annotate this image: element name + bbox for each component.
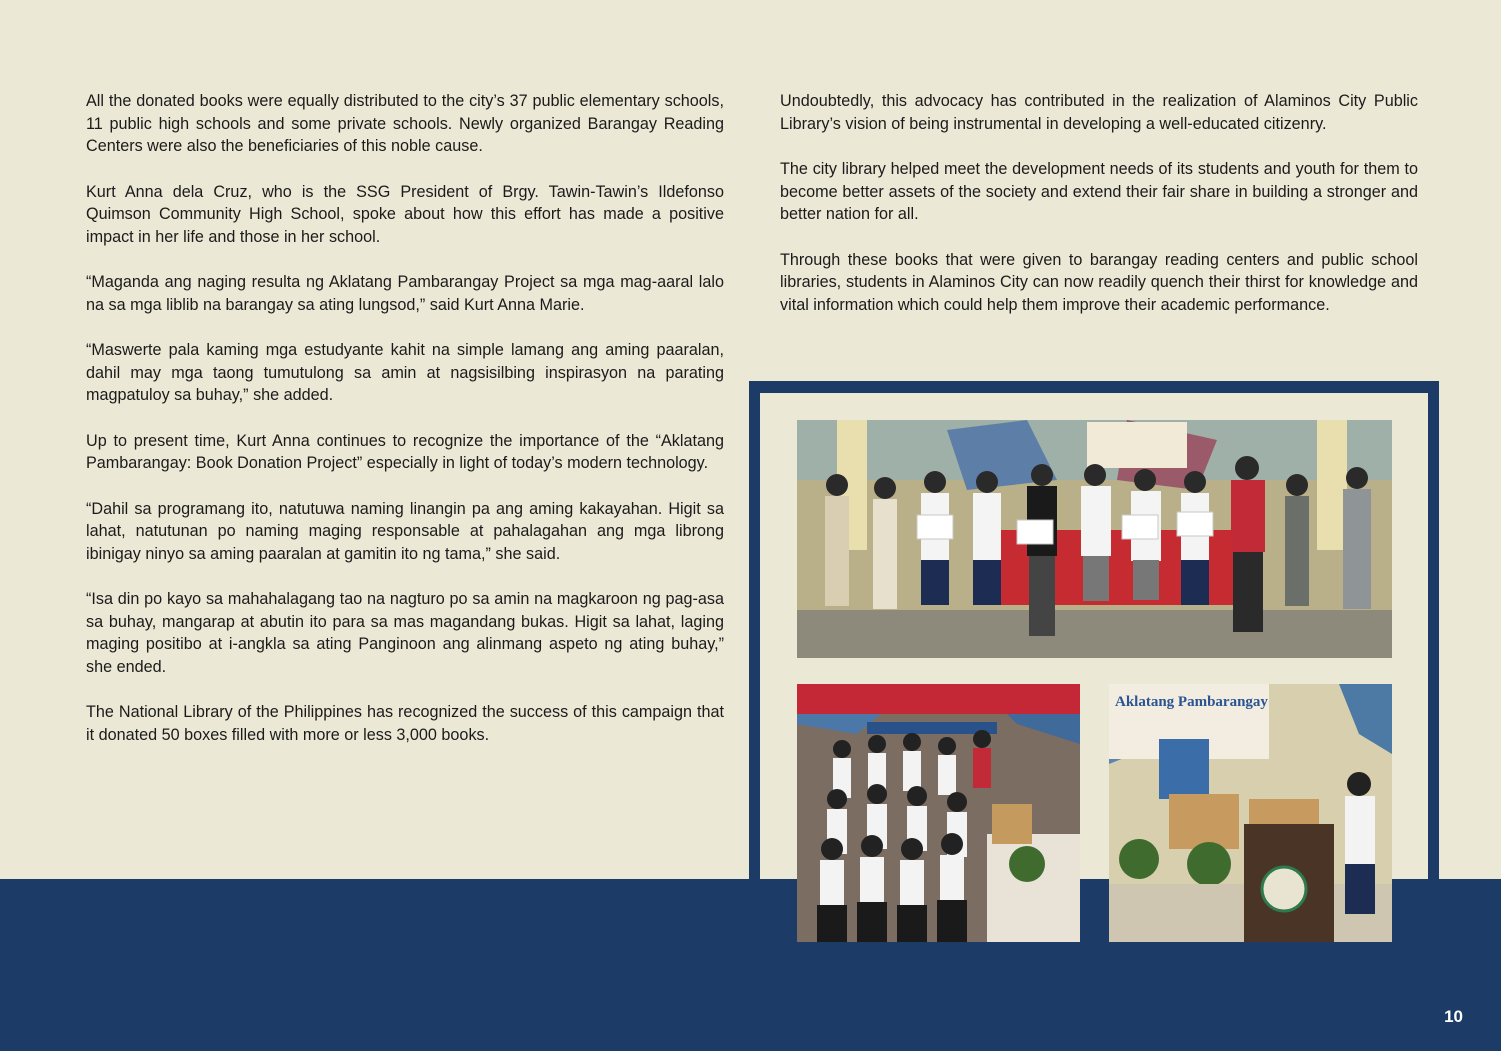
left-paragraph-1: All the donated books were equally distributed to the city’s 37 public elementary schools, 11 public high schools and some private schools. Newly organized Barangay Reading Centers were also the beneficiaries of this noble cause. xyxy=(86,92,724,155)
group-photo xyxy=(797,420,1392,658)
left-paragraph-6: “Dahil sa programang ito, natutuwa naming linangin pa ang aming kakayahan. Higit sa lahat, natutunan po naming maging responsable at pahalagahan ang mga librong ibinigay ninyo sa aming paaralan at gamitin ito ng tama,” she said. xyxy=(86,499,724,563)
group-photo-image xyxy=(797,420,1392,658)
students-photo-image xyxy=(797,684,1080,942)
left-paragraph-5: Up to present time, Kurt Anna continues to recognize the importance of the “Aklatang Pambarangay: Book Donation Project” especially in light of today’s modern technology. xyxy=(86,431,724,472)
students-photo xyxy=(797,684,1080,942)
left-paragraph-8: The National Library of the Philippines has recognized the success of this campaign that it donated 50 boxes filled with more or less 3,000 books. xyxy=(86,703,724,744)
speaker-photo xyxy=(1109,684,1392,942)
left-paragraph-7: “Isa din po kayo sa mahahalagang tao na nagturo po sa amin na magkaroon ng pag-asa sa buhay, mangarap at abutin ito para sa mas magandang bukas. Higit sa lahat, laging maging positibo at i-angkla sa ating Panginoon ang alinmang aspeto ng ating buhay,” she ended. xyxy=(86,590,724,676)
right-paragraph-2: The city library helped meet the development needs of its students and youth for them to become better assets of the society and extend their fair share in building a stronger and better nation for all. xyxy=(780,160,1418,223)
left-paragraph-2: Kurt Anna dela Cruz, who is the SSG President of Brgy. Tawin-Tawin’s Ildefonso Quimson Community High School, spoke about how this effort has made a positive impact in her life and those in her school. xyxy=(86,182,724,246)
left-paragraph-4: “Maswerte pala kaming mga estudyante kahit na simple lamang ang aming paaralan, dahil may mga taong tumutulong sa amin at nagsisilbing inspirasyon na parating magpatuloy sa buhay,” she added. xyxy=(86,341,724,404)
page-number: 10 xyxy=(1444,1007,1463,1026)
right-text-column xyxy=(780,90,1418,339)
banner-text: Aklatang Pambarangay xyxy=(1115,694,1268,710)
right-paragraph-3: Through these books that were given to barangay reading centers and public school libraries, students in Alaminos City can now readily quench their thirst for knowledge and vital information which could help them improve their academic performance. xyxy=(780,250,1418,314)
speaker-photo-image xyxy=(1109,684,1392,942)
right-paragraph-1: Undoubtedly, this advocacy has contributed in the realization of Alaminos City Public Library’s vision of being instrumental in developing a well-educated citizenry. xyxy=(780,92,1418,133)
left-paragraph-3: “Maganda ang naging resulta ng Aklatang Pambarangay Project sa mga mag-aaral lalo na sa mga liblib na barangay sa ating lungsod,” said Kurt Anna Marie. xyxy=(86,273,724,314)
left-text-column xyxy=(86,90,724,769)
